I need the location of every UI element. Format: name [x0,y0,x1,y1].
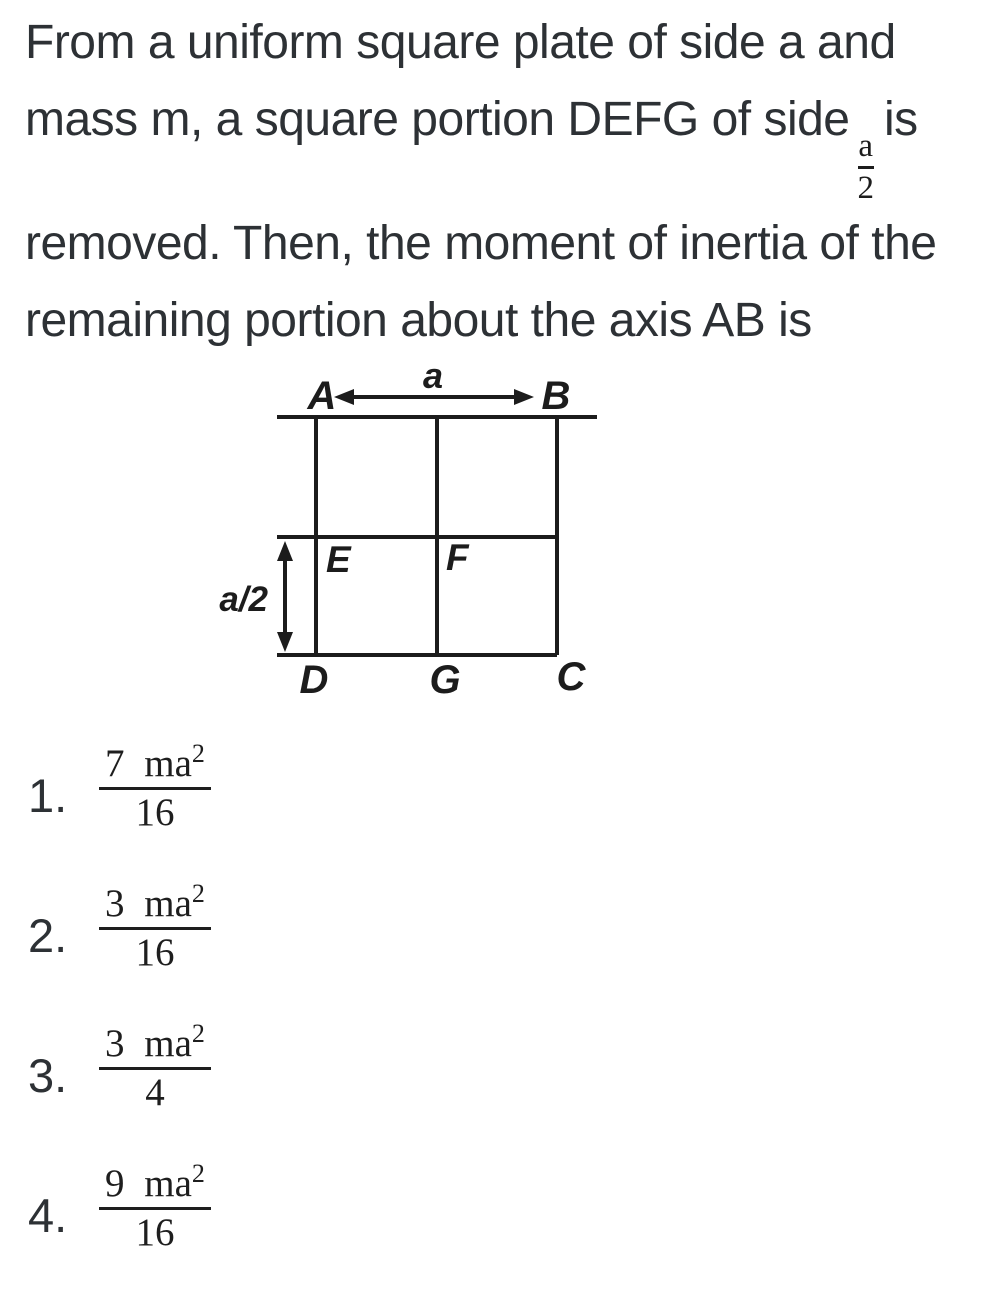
question-line-1: From a uniform square plate of side a and [25,16,896,69]
arrowhead-up-icon [277,541,293,561]
arrowhead-left-icon [334,389,354,405]
option-1-numerator: 7 $ma^2$ [105,738,205,785]
option-3-fraction [97,1018,213,1114]
option-2-denominator: 16 [135,930,175,974]
question-text [25,4,970,359]
option-3-exponent: 2 [191,1018,205,1048]
option-2-fraction [97,878,213,974]
plate-diagram-svg [210,350,630,710]
label-dimension-a-half: a/2 [219,580,268,619]
option-4-exponent: 2 [191,1158,205,1188]
option-3-numerator: 3 $ma^2$ [105,1018,205,1065]
option-4-number: 4. [28,1189,68,1242]
dimension-arrow-a-half [277,541,293,652]
label-corner-a: A [307,374,337,418]
option-3-denominator: 4 [145,1070,165,1114]
option-2-fraction-bar [99,927,211,930]
option-3-fraction-bar [99,1067,211,1070]
question-line-2-suffix: is [884,93,918,146]
option-4-denominator: 16 [135,1210,175,1254]
arrowhead-down-icon [277,632,293,652]
option-4[interactable] [28,1160,213,1255]
question-line-2 [25,81,970,205]
label-dimension-a: a [422,355,444,396]
option-1-number: 1. [28,769,68,822]
label-point-g: G [429,658,461,702]
option-3-number: 3. [28,1049,68,1102]
label-point-e: E [326,539,351,580]
option-1[interactable] [28,740,213,835]
label-point-c: C [556,655,586,699]
option-1-denominator: 16 [135,790,175,834]
inline-fraction-a-over-2 [858,130,875,205]
label-point-f: F [446,537,469,578]
option-1-fraction-bar [99,787,211,790]
option-2[interactable] [28,880,213,975]
inline-fraction-denominator: 2 [857,170,874,206]
question-line-4: remaining portion about the axis AB is [25,294,812,347]
question-line-3: removed. Then, the moment of inertia of the [25,217,937,270]
option-1-exponent: 2 [191,738,205,768]
options-list [28,740,213,1300]
option-2-number: 2. [28,909,68,962]
option-2-exponent: 2 [191,878,205,908]
inline-fraction-bar [858,166,875,169]
question-line-2-prefix: mass m, a square portion DEFG of side [25,93,850,146]
label-point-d: D [299,658,329,702]
option-2-numerator: 3 $ma^2$ [105,878,205,925]
inline-fraction-numerator: a [858,128,874,164]
arrowhead-right-icon [514,389,534,405]
option-4-numerator: 9 $ma^2$ [105,1158,205,1205]
plate-diagram [210,350,630,710]
option-4-fraction [97,1158,213,1254]
option-3[interactable] [28,1020,213,1115]
option-4-fraction-bar [99,1207,211,1210]
option-1-fraction [97,738,213,834]
label-corner-b: B [541,374,571,418]
